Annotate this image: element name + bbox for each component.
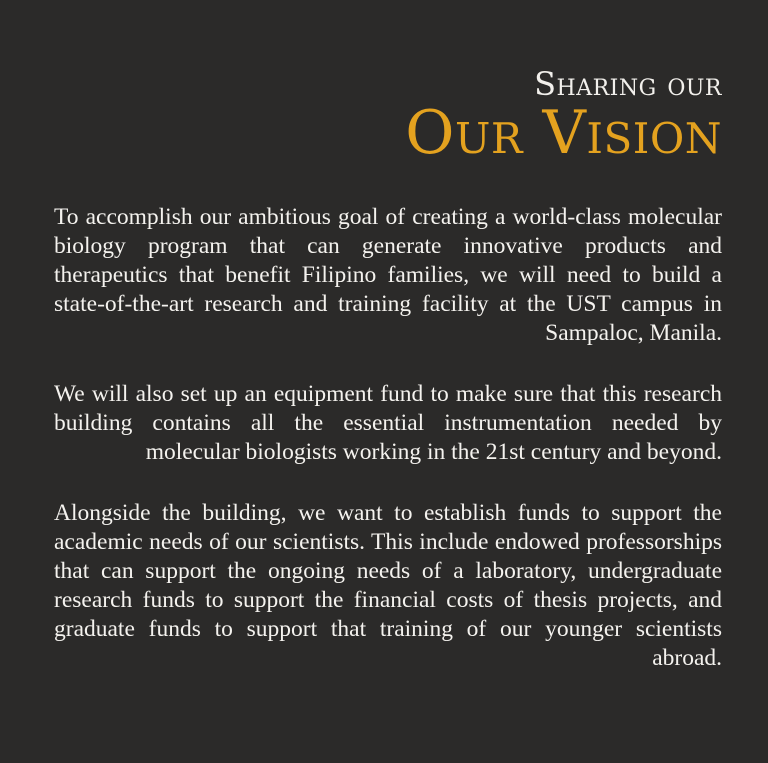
- paragraph-academic-funds: Alongside the building, we want to establish funds to support the academic needs of our scientists. This include endowed professorships that can support the ongoing needs of a laboratory, undergraduate research funds to support the financial costs of thesis projects, and graduate funds to support that training of our younger scientists abroad.: [54, 500, 722, 671]
- heading-kicker: Sharing our: [534, 65, 722, 103]
- paragraph-equipment-fund: We will also set up an equipment fund to make sure that this research building contains all the essential instrumentation needed by molecular biologists working in the 21st century and beyond.: [54, 381, 722, 465]
- body-text: [54, 203, 722, 705]
- heading-block: [405, 65, 722, 168]
- paragraph-facility: To accomplish our ambitious goal of creating a world-class molecular biology program that can generate innovative products and therapeutics that benefit Filipino families, we will need to build a state-of-the-art research and training facility at the UST campus in Sampaloc, Manila.: [54, 204, 722, 346]
- page-title: Our Vision: [405, 98, 722, 168]
